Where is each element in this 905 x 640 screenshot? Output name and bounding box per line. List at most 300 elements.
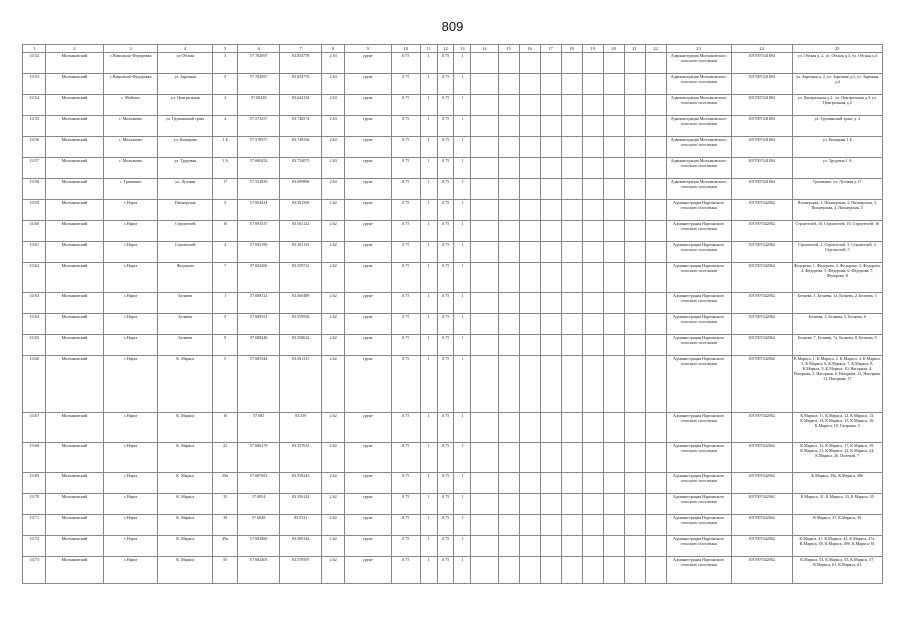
- table-cell: Администрация Наргинского сельского поселения: [666, 557, 731, 584]
- table-cell: грунт: [345, 536, 391, 557]
- table-cell: 0.75: [391, 74, 420, 95]
- table-cell: [624, 356, 645, 413]
- table-cell: ул. Трудовая: [158, 158, 213, 179]
- table-cell: грунт: [345, 158, 391, 179]
- table-cell: [561, 356, 582, 413]
- table-cell: 2.62: [322, 293, 345, 314]
- table-row: [23, 200, 883, 221]
- table-cell: [471, 536, 498, 557]
- table-cell: [561, 515, 582, 536]
- table-cell: [624, 443, 645, 473]
- table-cell: 0.75: [391, 536, 420, 557]
- table-cell: 11158: [23, 179, 46, 200]
- table-cell: 11165: [23, 335, 46, 356]
- table-cell: К. Маркса: [158, 356, 213, 413]
- table-cell: 1: [454, 557, 471, 584]
- table-cell: К.Маркса, 41, К.Маркса, 43, К.Маркса, 47а, К.Маркса, 49, К.Маркса, 49б, К.Маркса, 51: [792, 536, 882, 557]
- table-cell: 11159: [23, 200, 46, 221]
- table-cell: 2.63: [322, 158, 345, 179]
- table-cell: [471, 179, 498, 200]
- table-cell: [519, 74, 540, 95]
- table-cell: с.Никольско-Федоровка: [103, 53, 158, 74]
- table-cell: 2.62: [322, 473, 345, 494]
- table-cell: [624, 137, 645, 158]
- table-cell: [624, 53, 645, 74]
- table-cell: [561, 179, 582, 200]
- table-cell: [603, 413, 624, 443]
- table-cell: 3: [213, 53, 238, 74]
- table-cell: грунт: [345, 95, 391, 116]
- table-cell: Молчановский: [46, 158, 104, 179]
- table-cell: Администрация Молчановского сельского поселения: [666, 179, 731, 200]
- table-cell: [498, 413, 519, 443]
- column-number-cell: 13: [454, 45, 471, 53]
- table-cell: 9: [213, 335, 238, 356]
- table-cell: К.Маркса, 37, К.Маркса, 39: [792, 515, 882, 536]
- table-cell: 83.561133: [280, 242, 322, 263]
- table-cell: Администрация Наргинского сельского поселения: [666, 413, 731, 443]
- table-cell: с.Нарга: [103, 263, 158, 293]
- table-cell: [582, 200, 603, 221]
- table-cell: [645, 557, 666, 584]
- table-cell: с.Нарга: [103, 356, 158, 413]
- table-cell: [540, 314, 561, 335]
- table-cell: 11168: [23, 443, 46, 473]
- table-cell: 1057007442062: [731, 242, 792, 263]
- table-cell: 0.75: [391, 494, 420, 515]
- table-cell: [498, 200, 519, 221]
- table-cell: [624, 494, 645, 515]
- table-cell: [498, 74, 519, 95]
- table-cell: [645, 473, 666, 494]
- table-cell: 2.62: [322, 413, 345, 443]
- table-cell: [582, 557, 603, 584]
- table-cell: грунт: [345, 557, 391, 584]
- table-cell: грунт: [345, 242, 391, 263]
- column-number-cell: 5: [213, 45, 238, 53]
- table-cell: 57.68338: [238, 95, 280, 116]
- table-cell: 1: [420, 53, 437, 74]
- table-cell: К. Маркса: [158, 515, 213, 536]
- table-cell: 2.62: [322, 494, 345, 515]
- table-cell: грунт: [345, 137, 391, 158]
- table-cell: 83.746574: [280, 116, 322, 137]
- table-cell: 83.561122: [280, 221, 322, 242]
- table-cell: 1057007442062: [731, 335, 792, 356]
- table-cell: [519, 116, 540, 137]
- table-cell: грунт: [345, 221, 391, 242]
- table-cell: [603, 494, 624, 515]
- table-cell: [561, 335, 582, 356]
- table-cell: [471, 356, 498, 413]
- table-cell: Пионерская, 1, Пионерская, 2, Пионерская, 3, Пионерская, 4, Пионерская, 5: [792, 200, 882, 221]
- table-cell: 1057007442062: [731, 473, 792, 494]
- table-cell: 0.75: [437, 515, 454, 536]
- column-number-cell: 24: [731, 45, 792, 53]
- column-number-cell: 2: [46, 45, 104, 53]
- table-cell: 1057007442062: [731, 413, 792, 443]
- column-number-cell: 15: [498, 45, 519, 53]
- table-cell: 1: [420, 536, 437, 557]
- table-cell: с.Нарга: [103, 200, 158, 221]
- table-cell: 83.559936: [280, 314, 322, 335]
- table-cell: [603, 137, 624, 158]
- table-cell: [603, 335, 624, 356]
- table-cell: 1: [213, 293, 238, 314]
- table-cell: [645, 293, 666, 314]
- table-cell: 1: [454, 242, 471, 263]
- column-number-cell: 4: [158, 45, 213, 53]
- table-cell: 1057007442062: [731, 356, 792, 413]
- table-cell: [582, 335, 603, 356]
- table-cell: [624, 515, 645, 536]
- table-cell: Молчановский: [46, 221, 104, 242]
- table-cell: 1: [420, 242, 437, 263]
- table-cell: 1: [420, 221, 437, 242]
- table-cell: 1057007441804: [731, 74, 792, 95]
- table-row: [23, 443, 883, 473]
- table-cell: 0.75: [437, 221, 454, 242]
- table-cell: [540, 515, 561, 536]
- table-cell: [624, 179, 645, 200]
- table-cell: 11167: [23, 413, 46, 443]
- table-cell: [471, 116, 498, 137]
- table-cell: 83.854776: [280, 74, 322, 95]
- table-cell: 1057007441804: [731, 158, 792, 179]
- table-cell: Федорова: [158, 263, 213, 293]
- table-cell: [519, 443, 540, 473]
- table-cell: 57.682403: [238, 557, 280, 584]
- table-cell: с.Нарга: [103, 473, 158, 494]
- table-cell: 0.75: [391, 137, 420, 158]
- table-cell: 0.75: [437, 179, 454, 200]
- table-cell: [603, 158, 624, 179]
- table-cell: 4: [213, 242, 238, 263]
- table-cell: [498, 116, 519, 137]
- table-cell: ул.Обская: [158, 53, 213, 74]
- table-cell: [582, 179, 603, 200]
- column-number-cell: 8: [322, 45, 345, 53]
- table-cell: 83.557633: [280, 443, 322, 473]
- table-cell: [624, 158, 645, 179]
- table-cell: [582, 242, 603, 263]
- table-cell: [582, 95, 603, 116]
- table-cell: К. Маркса: [158, 494, 213, 515]
- column-number-cell: 14: [471, 45, 498, 53]
- table-cell: [471, 74, 498, 95]
- table-cell: [540, 53, 561, 74]
- table-cell: 2.62: [322, 356, 345, 413]
- table-cell: 57.689351: [238, 314, 280, 335]
- table-cell: [603, 221, 624, 242]
- table-cell: [561, 116, 582, 137]
- table-cell: 1: [420, 95, 437, 116]
- table-cell: Администрация Наргинского сельского поселения: [666, 515, 731, 536]
- table-cell: Беляева, 3, Беляева, 5, Беляева, 6: [792, 314, 882, 335]
- table-cell: с. Молчаново: [103, 158, 158, 179]
- table-cell: [603, 53, 624, 74]
- table-cell: 1: [454, 314, 471, 335]
- table-cell: 2: [213, 95, 238, 116]
- table-cell: [519, 536, 540, 557]
- table-cell: [519, 494, 540, 515]
- table-cell: 11162: [23, 263, 46, 293]
- table-cell: Администрация Молчановского сельского поселения: [666, 116, 731, 137]
- table-cell: 0.75: [437, 242, 454, 263]
- table-cell: [603, 242, 624, 263]
- table-row: [23, 137, 883, 158]
- table-cell: с.Никольско-Федоровка: [103, 74, 158, 95]
- table-cell: 0.75: [391, 515, 420, 536]
- column-number-cell: 20: [603, 45, 624, 53]
- table-cell: 1057007441804: [731, 137, 792, 158]
- table-cell: 0.75: [391, 179, 420, 200]
- table-cell: [498, 335, 519, 356]
- table-cell: [471, 314, 498, 335]
- table-cell: 1: [454, 293, 471, 314]
- table-cell: 1057007441804: [731, 95, 792, 116]
- table-cell: 1: [454, 158, 471, 179]
- table-cell: грунт: [345, 494, 391, 515]
- table-cell: ул. Трудовая 1 А: [792, 158, 882, 179]
- table-cell: [561, 95, 582, 116]
- table-cell: 0.75: [437, 137, 454, 158]
- table-cell: 1057007442062: [731, 221, 792, 242]
- table-cell: с.Нарга: [103, 335, 158, 356]
- table-cell: [498, 443, 519, 473]
- table-cell: [498, 515, 519, 536]
- table-cell: Молчановский: [46, 263, 104, 293]
- table-cell: 5: [213, 314, 238, 335]
- table-cell: [498, 473, 519, 494]
- table-cell: 11170: [23, 494, 46, 515]
- table-cell: [471, 473, 498, 494]
- table-cell: 1057007442062: [731, 293, 792, 314]
- table-cell: грунт: [345, 179, 391, 200]
- table-cell: [645, 515, 666, 536]
- table-cell: Молчановский: [46, 116, 104, 137]
- table-cell: К.Маркса, 31, К.Маркса, 33, К.Маркса, 35: [792, 494, 882, 515]
- table-cell: Администрация Наргинского сельского поселения: [666, 536, 731, 557]
- table-cell: [624, 557, 645, 584]
- table-cell: [540, 413, 561, 443]
- table-cell: с.Нарга: [103, 413, 158, 443]
- table-cell: 1: [454, 116, 471, 137]
- table-cell: 0.75: [391, 293, 420, 314]
- table-row: [23, 221, 883, 242]
- table-cell: 1 А: [213, 158, 238, 179]
- table-cell: [645, 335, 666, 356]
- table-cell: 2.62: [322, 263, 345, 293]
- table-cell: [519, 221, 540, 242]
- table-cell: 0.75: [437, 200, 454, 221]
- table-cell: 0.75: [391, 116, 420, 137]
- table-cell: К. Маркса: [158, 413, 213, 443]
- table-cell: 0.75: [391, 53, 420, 74]
- column-number-cell: 6: [238, 45, 280, 53]
- table-cell: [603, 515, 624, 536]
- table-cell: с.Нарга: [103, 515, 158, 536]
- table-cell: [498, 314, 519, 335]
- table-cell: 1: [454, 443, 471, 473]
- table-cell: [603, 536, 624, 557]
- table-cell: 83.561506: [280, 200, 322, 221]
- table-cell: Молчановский: [46, 137, 104, 158]
- table-cell: 1: [420, 74, 437, 95]
- table-cell: с.Нарга: [103, 443, 158, 473]
- table-cell: [498, 494, 519, 515]
- table-cell: 11155: [23, 116, 46, 137]
- table-cell: Гришкино, ул. Луговая д.17: [792, 179, 882, 200]
- table-cell: 57.688112: [238, 293, 280, 314]
- table-cell: 57.685: [238, 413, 280, 443]
- table-cell: ул. Центральная: [158, 95, 213, 116]
- table-cell: 2.63: [322, 137, 345, 158]
- table-cell: [540, 263, 561, 293]
- table-cell: 4: [213, 116, 238, 137]
- table-cell: [519, 515, 540, 536]
- table-cell: [645, 95, 666, 116]
- table-cell: 57.552839: [238, 179, 280, 200]
- table-cell: [645, 443, 666, 473]
- table-cell: 1057007442062: [731, 515, 792, 536]
- table-cell: 11154: [23, 95, 46, 116]
- table-cell: [519, 335, 540, 356]
- table-cell: 83.559: [280, 413, 322, 443]
- table-cell: [582, 536, 603, 557]
- table-cell: 2.62: [322, 221, 345, 242]
- table-cell: [498, 557, 519, 584]
- table-cell: 5: [213, 356, 238, 413]
- table-cell: 0.75: [391, 221, 420, 242]
- table-cell: 57.6848: [238, 515, 280, 536]
- table-cell: [519, 200, 540, 221]
- column-number-cell: 11: [420, 45, 437, 53]
- table-cell: 1: [420, 335, 437, 356]
- table-cell: 2.62: [322, 242, 345, 263]
- table-cell: 0.75: [437, 557, 454, 584]
- table-cell: грунт: [345, 263, 391, 293]
- table-cell: 2.63: [322, 116, 345, 137]
- table-cell: 1057007442062: [731, 557, 792, 584]
- table-cell: Строителей: [158, 221, 213, 242]
- column-number-cell: 7: [280, 45, 322, 53]
- table-cell: 28а: [213, 473, 238, 494]
- table-cell: 1: [420, 515, 437, 536]
- column-number-cell: 9: [345, 45, 391, 53]
- table-cell: ул. Центральная д.2 , ул. Центральная д.3, ул. Центральная д.4: [792, 95, 882, 116]
- table-cell: 1: [454, 536, 471, 557]
- table-cell: Администрация Наргинского сельского поселения: [666, 494, 731, 515]
- table-row: [23, 536, 883, 557]
- table-cell: [582, 443, 603, 473]
- table-cell: 17: [213, 179, 238, 200]
- table-cell: [471, 413, 498, 443]
- table-cell: К. Маркса: [158, 557, 213, 584]
- table-cell: 0.75: [391, 356, 420, 413]
- table-cell: 0.75: [391, 263, 420, 293]
- table-cell: 55: [213, 557, 238, 584]
- table-cell: 11152: [23, 53, 46, 74]
- table-cell: [519, 557, 540, 584]
- column-number-row: [23, 45, 883, 53]
- table-cell: 0.75: [437, 494, 454, 515]
- column-number-cell: 3: [103, 45, 158, 53]
- table-cell: К.Маркса, 13, К.Маркса, 17, К.Маркса, 19, К.Маркса, 21, К.Маркса, 23, К.Маркса, 24, К.Маркса, 26, Полевой, 7: [792, 443, 882, 473]
- table-cell: 1057007442062: [731, 443, 792, 473]
- table-row: [23, 179, 883, 200]
- table-cell: 0.75: [391, 557, 420, 584]
- table-cell: 2.63: [322, 53, 345, 74]
- table-cell: ул. Заречная: [158, 74, 213, 95]
- table-cell: 1: [454, 137, 471, 158]
- table-cell: [519, 179, 540, 200]
- table-cell: Беляева: [158, 293, 213, 314]
- table-cell: 83.560489: [280, 293, 322, 314]
- table-cell: [561, 74, 582, 95]
- table-cell: 2.62: [322, 314, 345, 335]
- table-cell: [498, 293, 519, 314]
- table-row: [23, 356, 883, 413]
- table-cell: Молчановский: [46, 179, 104, 200]
- table-cell: 1: [420, 200, 437, 221]
- table-cell: [561, 242, 582, 263]
- table-cell: [561, 536, 582, 557]
- table-cell: 1057007441804: [731, 53, 792, 74]
- table-cell: 83.558243: [280, 473, 322, 494]
- table-cell: К.Маркса, 11, К.Маркса, 12, К.Маркса, 13, К.Маркса, 14, К.Маркса, 15, К.Маркса, 16, К.Маркса, 18, Гагарина, 5: [792, 413, 882, 443]
- table-cell: [540, 179, 561, 200]
- table-cell: [498, 53, 519, 74]
- table-cell: К. Маркса: [158, 536, 213, 557]
- table-cell: 11164: [23, 314, 46, 335]
- table-cell: 2.62: [322, 536, 345, 557]
- table-cell: [519, 158, 540, 179]
- table-cell: Строителей, 2, Строителей, 3, Строителей, 4, Строителей, 5: [792, 242, 882, 263]
- table-cell: [645, 494, 666, 515]
- table-cell: 11171: [23, 515, 46, 536]
- table-cell: [561, 53, 582, 74]
- table-cell: Молчановский: [46, 314, 104, 335]
- table-cell: с. Молчаново: [103, 116, 158, 137]
- table-cell: 0.75: [437, 335, 454, 356]
- table-cell: [645, 137, 666, 158]
- table-cell: 11160: [23, 221, 46, 242]
- table-cell: [540, 293, 561, 314]
- table-cell: [603, 116, 624, 137]
- table-cell: [603, 356, 624, 413]
- table-cell: 57.702097: [238, 74, 280, 95]
- table-cell: 1057007442062: [731, 536, 792, 557]
- table-cell: с.Нарга: [103, 293, 158, 314]
- table-cell: 57.682860: [238, 536, 280, 557]
- table-row: [23, 557, 883, 584]
- table-cell: [519, 293, 540, 314]
- column-number-cell: 10: [391, 45, 420, 53]
- table-cell: [603, 293, 624, 314]
- table-cell: [561, 263, 582, 293]
- table-cell: [540, 200, 561, 221]
- table-cell: 0.75: [391, 95, 420, 116]
- table-cell: грунт: [345, 200, 391, 221]
- table-cell: [471, 137, 498, 158]
- table-cell: 0.75: [391, 473, 420, 494]
- table-cell: грунт: [345, 413, 391, 443]
- table-cell: 0.75: [391, 200, 420, 221]
- table-cell: ул. Грушинский тракт д. 4: [792, 116, 882, 137]
- table-cell: 1: [454, 53, 471, 74]
- table-cell: Молчановский: [46, 557, 104, 584]
